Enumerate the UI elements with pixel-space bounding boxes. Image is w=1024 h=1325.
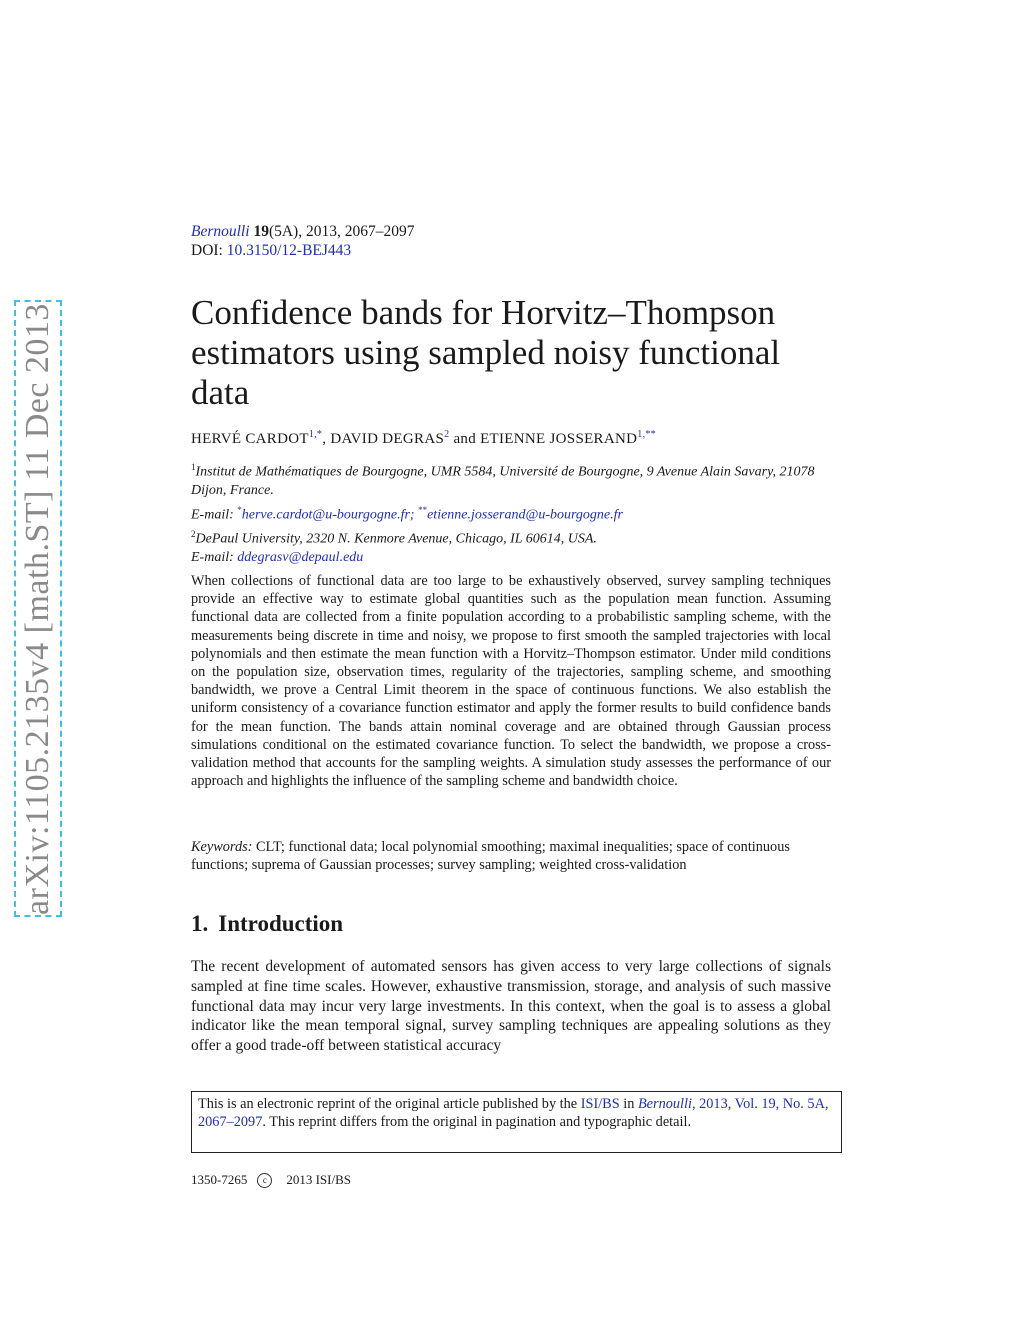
email-link-josserand[interactable]: etienne.josserand@u-bourgogne.fr [427, 507, 623, 523]
author-name: ETIENNE JOSSERAND [480, 431, 638, 447]
reprint-text: in [619, 1096, 638, 1112]
reprint-text: . This reprint differs from the original in pagination and typographic detail. [262, 1114, 692, 1130]
arxiv-stamp [14, 300, 62, 917]
keywords [191, 838, 831, 874]
journal-name-link[interactable]: Bernoulli [191, 223, 250, 240]
section-title: Introduction [218, 911, 344, 936]
reprint-text: This is an electronic reprint of the original article published by the [198, 1096, 581, 1112]
author-affiliation-mark: 1,* [308, 429, 323, 440]
copyright-symbol: c [257, 1173, 272, 1188]
abstract: When collections of functional data are too large to be exhaustively observed, survey sampling techniques provide an effective way to estimate global quantities such as the population mean function. Assuming functional data are collected from a finite population according to a probabilistic sampling scheme, with the measurements being discrete in time and noisy, we propose to first smooth the sampled trajectories with local polynomials and then estimate the mean function with a Horvitz–Thompson estimator. Under mild conditions on the population size, observation times, regularity of the trajectories, sampling scheme, and smoothing bandwidth, we prove a Central Limit theorem in the space of continuous functions. We also establish the uniform consistency of a covariance function estimator and apply the former results to build confidence bands for the mean function. The bands attain nominal coverage and are obtained through Gaussian process simulations conditional on the estimated covariance function. To select the bandwidth, we propose a cross-validation method that accounts for the sampling weights. A simulation study assesses the performance of our approach and highlights the influence of the sampling scheme and bandwidth choice. [191, 573, 831, 790]
section-heading [191, 911, 831, 937]
publisher-link[interactable]: ISI/BS [580, 1096, 620, 1112]
author-affiliation-mark: 1,** [637, 429, 656, 440]
email-line-1 [191, 501, 831, 525]
email-label: E-mail: [191, 549, 238, 565]
section-number: 1. [191, 911, 209, 936]
email-mark: * [237, 504, 242, 515]
affiliation-1 [191, 458, 831, 501]
affiliation-mark: 2 [191, 528, 196, 539]
author-affiliation-mark: 2 [444, 429, 450, 440]
author-name: DAVID DEGRAS [330, 431, 445, 447]
doi-label: DOI: [191, 242, 223, 259]
reprint-citation-link[interactable]: , 2013, Vol. 19, No. 5A, 2067–2097 [198, 1096, 829, 1130]
affiliation-mark: 1 [191, 462, 196, 472]
keywords-label: Keywords: [191, 839, 253, 855]
paper-title: Confidence bands for Horvitz–Thompson estimators using sampled noisy functional data [191, 293, 781, 412]
email-link-cardot[interactable]: herve.cardot@u-bourgogne.fr [241, 507, 410, 523]
affiliation-text: DePaul University, 2320 N. Kenmore Avenue, Chicago, IL 60614, USA. [195, 531, 597, 547]
journal-issue: (5A), 2013, 2067–2097 [268, 223, 415, 240]
journal-volume: 19 [253, 223, 269, 240]
author-separator: , [322, 431, 331, 447]
email-mark: ** [418, 504, 428, 515]
email-separator: ; [409, 507, 419, 523]
reprint-notice [191, 1091, 842, 1153]
author-list [191, 429, 831, 448]
email-label: E-mail: [191, 507, 238, 523]
affiliation-2 [191, 525, 831, 549]
email-line-2 [191, 549, 831, 568]
copyright-holder: 2013 ISI/BS [286, 1172, 351, 1187]
email-link-degras[interactable]: ddegrasv@depaul.edu [237, 549, 364, 565]
author-name: HERVÉ CARDOT [191, 431, 309, 447]
affiliations [191, 458, 831, 567]
journal-info [191, 222, 831, 260]
doi-link[interactable]: 10.3150/12-BEJ443 [226, 242, 352, 259]
copyright-line [191, 1172, 831, 1188]
intro-paragraph: The recent development of automated sensors has given access to very large collections of signals sampled at fine time scales. However, exhaustive transmission, storage, and analysis of such massive functional data may incur very large investments. In this context, when the goal is to assess a global indicator like the mean temporal signal, survey sampling techniques are appealing solutions as they offer a good trade-off between statistical accuracy [191, 958, 831, 1055]
issn: 1350-7265 [191, 1172, 248, 1187]
author-separator: and [449, 431, 481, 447]
keywords-text: CLT; functional data; local polynomial smoothing; maximal inequalities; space of continuous functions; suprema of Gaussian processes; survey sampling; weighted cross-validation [191, 839, 790, 874]
reprint-journal-link[interactable]: Bernoulli [637, 1096, 692, 1112]
affiliation-text: Institut de Mathématiques de Bourgogne, UMR 5584, Université de Bourgogne, 9 Avenue Alain Savary, 21078 Dijon, France. [191, 464, 815, 499]
arxiv-id: arXiv:1105.2135v4 [math.ST] 11 Dec 2013 [19, 302, 56, 915]
